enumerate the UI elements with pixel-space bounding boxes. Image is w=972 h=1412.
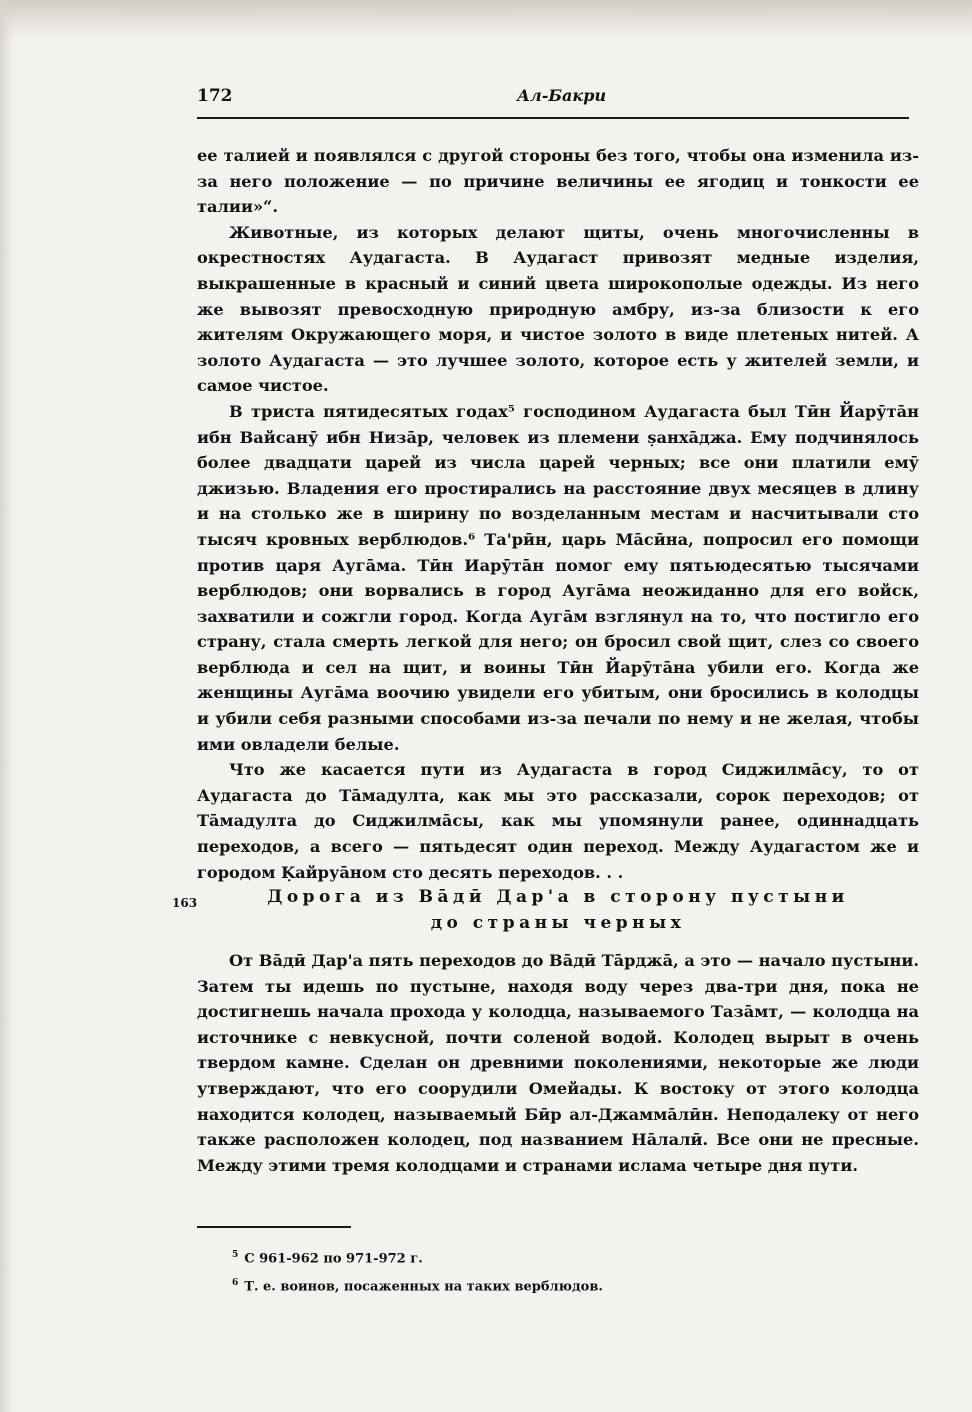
footnote xyxy=(232,1243,603,1271)
paragraph: В триста пятидесятых годах⁵ господином Аудагаста был Тӣн Йарӯтāн ибн Вайсанӯ ибн Низāр, человек из племени ṣанхāджа. Ему подчинялось более двадцати царей из числа царей черных; все они платили емӯ джизью. Владения его простирались на расстояние двух месяцев в длину и на столько же в ширину по возделанным местам и насчитывали сто тысяч кровных верблюдов.⁶ Та'рӣн, царь Мāсӣна, попросил его помощи против царя Аугāма. Тӣн Иарӯтāн помог ему пятьюдесятью тысячами верблюдов; они ворвались в город Аугāма неожиданно для его войск, захватили и сожгли город. Когда Аугāм взглянул на то, что постигло его страну, стала смерть легкой для него; он бросил свой щит, слез со своего верблюда и сел на щит, и воины Тӣн Йарӯтāна убили его. Когда же женщины Аугāма воочию увидели его убитым, они бросились в колодцы и убили себя разными способами из-за печали по нему и не желая, чтобы ими овладели белые. xyxy=(197,401,919,754)
header-rule xyxy=(197,117,909,119)
paragraph: Что же касается пути из Аудагаста в город Сиджилмāсу, то от Аудагаста до Тāмадулта, как мы это рассказали, сорок переходов; от Тāмадулта до Сиджилмāсы, как мы упомянули ранее, одиннадцать переходов, а всего — пятьдесят один переход. Между Аудагастом же и городом Ḳайруāном сто десять переходов. . . xyxy=(197,760,919,882)
heading-line: до страны черных xyxy=(430,913,686,933)
page-header xyxy=(197,86,922,112)
paragraph: Животные, из которых делают щиты, очень многочисленны в окрестностях Аудагаста. В Аудагаст привозят медные изделия, выкрашенные в красный и синий цвета широкополые одежды. Из него же вывозят превосходную природную амбру, из-за близости к его жителям Окружающего моря, и чистое золото в виде плетеных нитей. А золото Аудагаста — это лучшее золото, которое есть у жителей земли, и самое чистое. xyxy=(197,222,919,396)
margin-page-number: 163 xyxy=(172,896,198,910)
paragraph: От Вāдӣ Дар'а пять переходов до Вāдӣ Тāрджā, а это — начало пустыни. Затем ты идешь по пустыне, находя воду через два-три дня, пока не достигнешь начала прохода у колодца, называемого Тазāмт, — колодца на источнике с невкусной, почти соленой водой. Колодец вырыт в очень твердом камне. Сделан он древними поколениями, некоторые же люди утверждают, что его соорудили Омейады. К востоку от этого колодца находится колодец, называемый Бӣр ал-Джаммāлӣн. Неподалеку от него также расположен колодец, под названием Нāлалӣ. Все они не пресные. Между этими тремя колодцами и странами ислама четыре дня пути. xyxy=(197,951,919,1175)
footnote-text: С 961-962 по 971-972 г. xyxy=(244,1251,423,1267)
footnote-rule xyxy=(197,1226,351,1228)
body-text-bottom xyxy=(197,948,919,1178)
footnote xyxy=(232,1271,603,1299)
running-title: Ал-Бакри xyxy=(517,86,607,105)
paragraph: ее талией и появлялся с другой стороны без того, чтобы она изменила из-за него положение — по причине величины ее ягодиц и тонкости ее талии»“. xyxy=(197,146,919,217)
footnote-text: Т. е. воинов, посаженных на таких верблюдов. xyxy=(244,1279,603,1295)
heading-line: Дорога из Вāдӣ Дар'а в сторону пустыни xyxy=(267,887,849,907)
scan-left-edge xyxy=(0,0,14,1412)
footnote-mark: 6 xyxy=(232,1278,239,1289)
footnote-mark: 5 xyxy=(232,1250,239,1260)
section-heading xyxy=(197,884,919,936)
page-number: 172 xyxy=(197,86,233,106)
footnotes xyxy=(232,1243,603,1300)
body-text-top xyxy=(197,143,919,885)
scan-top-edge xyxy=(0,0,972,40)
